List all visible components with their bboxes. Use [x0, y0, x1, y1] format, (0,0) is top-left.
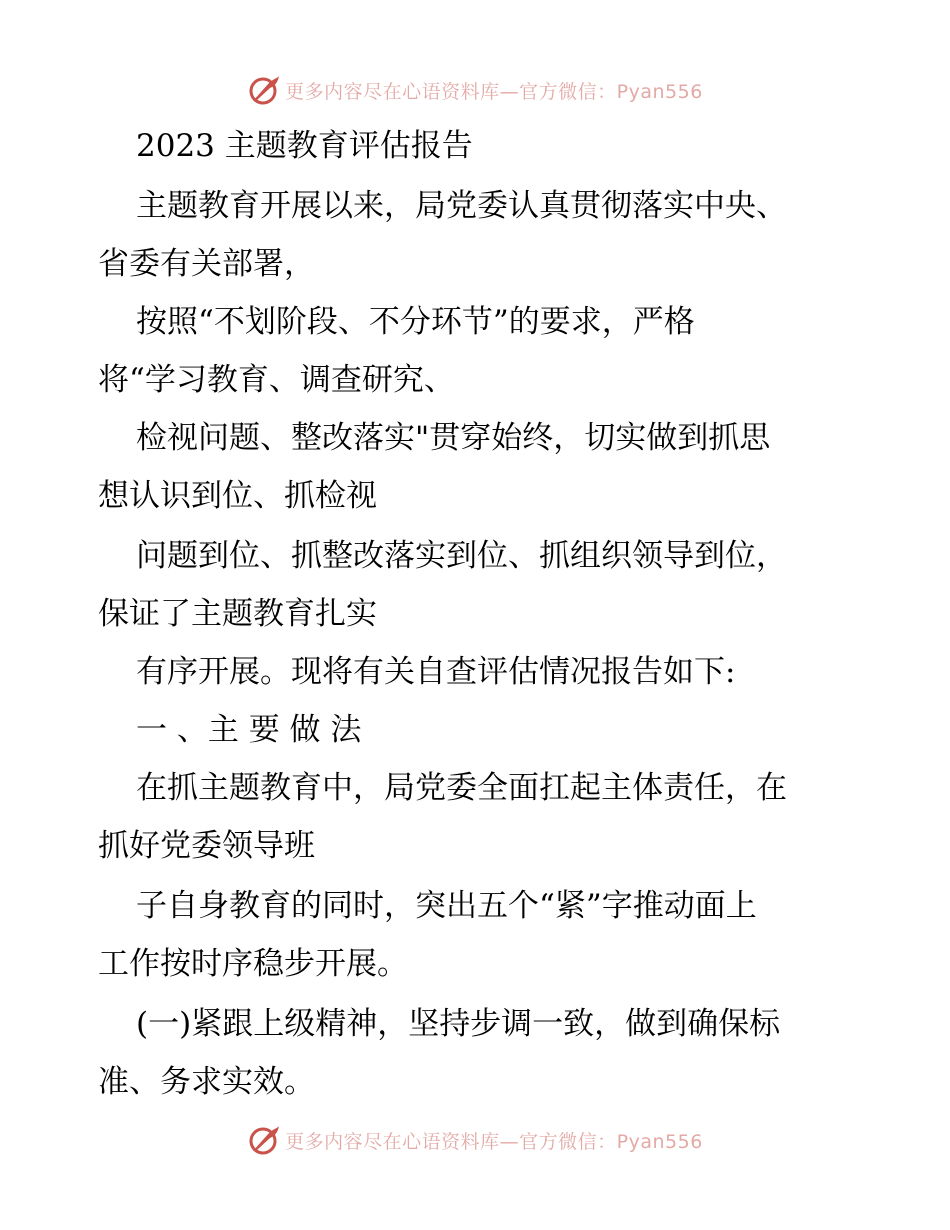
footer-banner-text: 更多内容尽在心语资料库—官方微信：Pyan556 [285, 1130, 703, 1153]
paragraph-line: 检视问题、整改落实"贯穿始终，切实做到抓思 [136, 420, 771, 456]
header-banner-text: 更多内容尽在心语资料库—官方微信：Pyan556 [285, 80, 703, 103]
paragraph-line: 将“学习教育、调查研究、 [98, 362, 455, 398]
paragraph-line: 子自身教育的同时，突出五个“紧”字推动面上 [136, 888, 757, 924]
paragraph-line: 问题到位、抓整改落实到位、抓组织领导到位， [136, 538, 787, 574]
feather-circle-logo-icon [247, 1123, 281, 1157]
paragraph-line: 准、务求实效。 [98, 1064, 315, 1100]
paragraph-line: 想认识到位、抓检视 [98, 478, 377, 514]
footer-banner [0, 1120, 950, 1160]
paragraph-line: 有序开展。现将有关自查评估情况报告如下: [136, 654, 736, 690]
subsection-heading: (一)紧跟上级精神，坚持步调一致，做到确保标 [136, 1006, 781, 1042]
paragraph-line: 按照“不划阶段、不分环节”的要求，严格 [136, 304, 695, 340]
paragraph-line: 保证了主题教育扎实 [98, 596, 377, 632]
paragraph-line: 抓好党委领导班 [98, 828, 315, 864]
paragraph-line: 省委有关部署， [98, 246, 315, 282]
document-title: 2023 主题教育评估报告 [136, 128, 473, 164]
section-heading: 一 、主 要 做 法 [136, 712, 362, 748]
paragraph-line: 在抓主题教育中，局党委全面扛起主体责任，在 [136, 770, 787, 806]
paragraph-line: 工作按时序稳步开展。 [98, 946, 408, 982]
paragraph-line: 主题教育开展以来，局党委认真贯彻落实中央、 [136, 188, 787, 224]
